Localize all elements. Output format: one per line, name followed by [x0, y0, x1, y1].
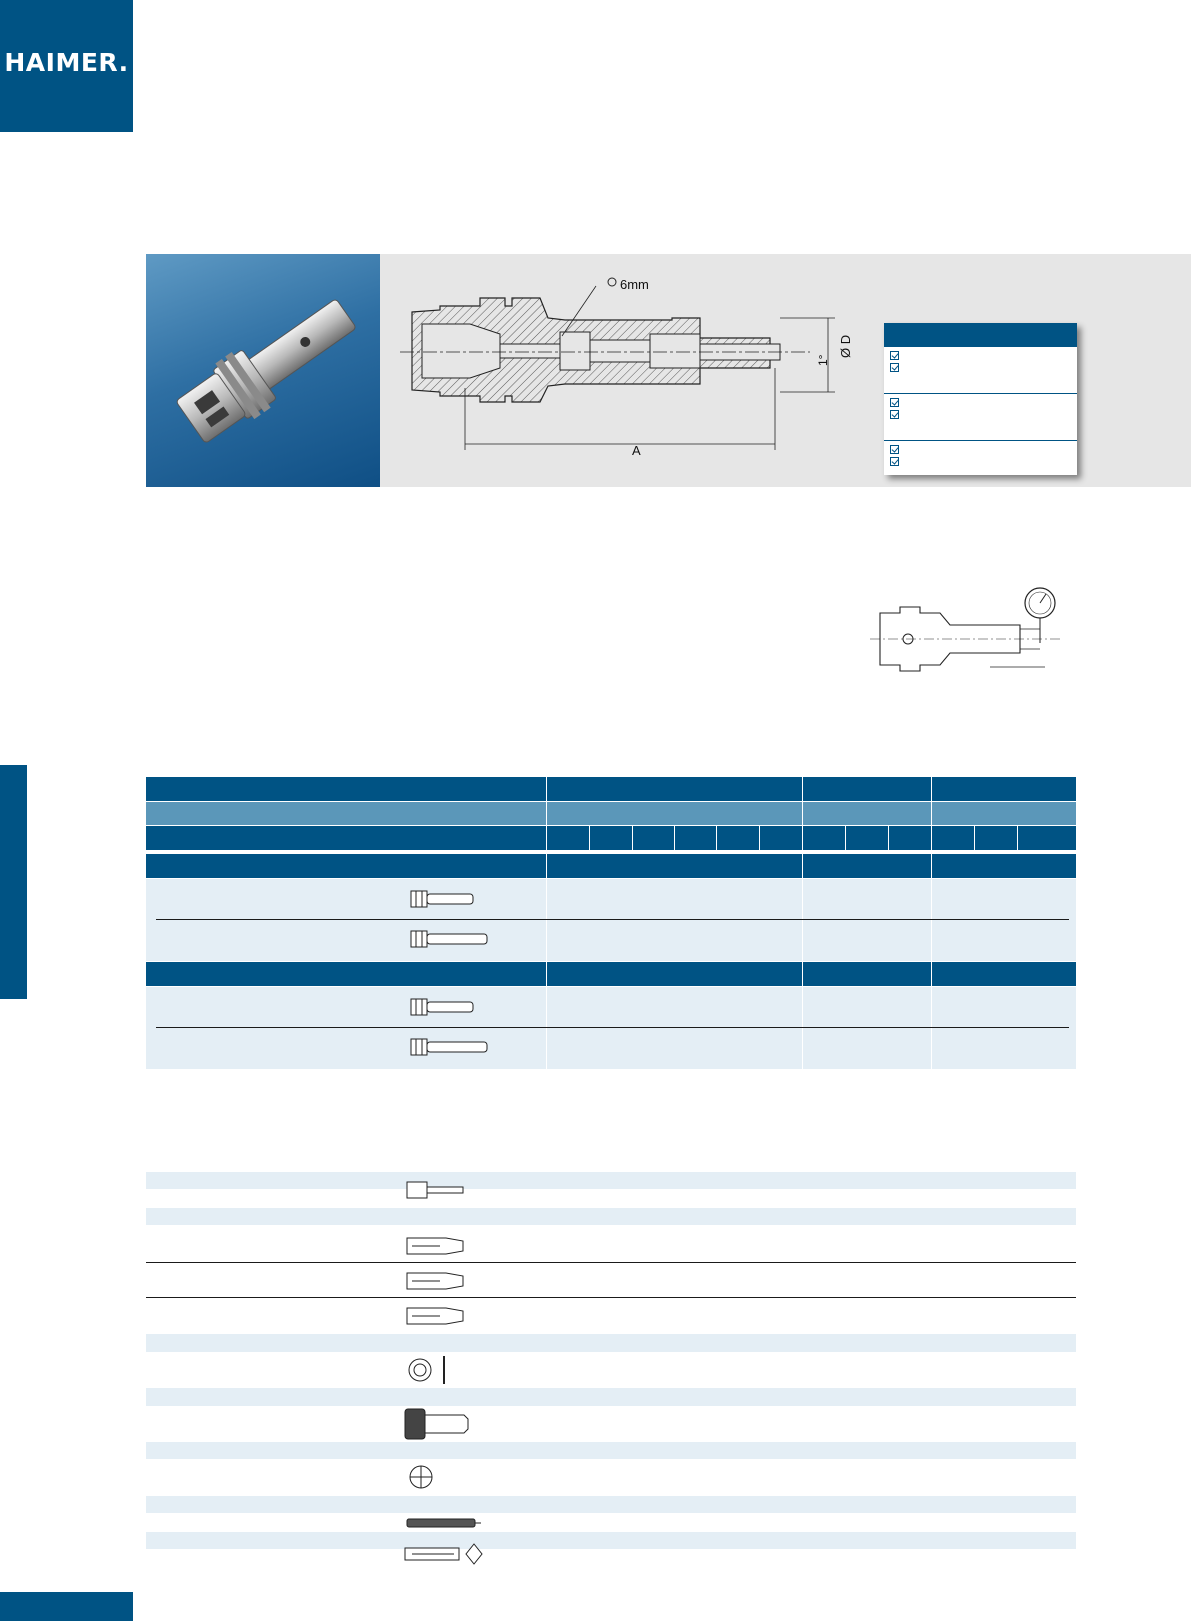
accessory-row — [146, 1172, 1076, 1189]
accessory-row — [146, 1334, 1076, 1352]
table-section-body-2 — [146, 987, 1076, 1069]
bottom-bar — [0, 1592, 133, 1621]
table-section-body-1 — [146, 879, 1076, 961]
diameter-label: Ø D — [838, 334, 853, 358]
collet-icon — [406, 1305, 466, 1332]
tool-holder-long-icon — [410, 1036, 490, 1063]
runout-gauge-drawing — [870, 585, 1070, 685]
sealing-disc-icon — [406, 1352, 456, 1393]
checkbox-checked-icon — [890, 457, 899, 466]
shaft-key-icon — [404, 1542, 490, 1571]
brand-logo: HAIMER. — [4, 48, 129, 77]
accessory-row — [146, 1208, 1076, 1225]
checkbox-checked-icon — [890, 445, 899, 454]
hex-size-label: 6mm — [620, 277, 649, 292]
feature-group-1 — [884, 347, 1077, 394]
side-tab — [0, 765, 27, 999]
table-section-header-1 — [146, 854, 1076, 878]
checkbox-checked-icon — [890, 351, 899, 360]
checkbox-checked-icon — [890, 398, 899, 407]
tool-holder-short-icon — [410, 996, 476, 1023]
collet-icon — [406, 1235, 466, 1262]
collet-icon — [406, 1270, 466, 1297]
accessory-row — [146, 1496, 1076, 1513]
table-header-row-1 — [146, 777, 1076, 801]
features-box — [884, 323, 1077, 475]
table-header-row-3 — [146, 826, 1076, 850]
angle-label: 1° — [816, 354, 830, 366]
product-photo — [146, 254, 380, 487]
tool-holder-long-icon — [410, 928, 490, 955]
checkbox-checked-icon — [890, 410, 899, 419]
features-header — [884, 323, 1077, 347]
tool-holder-short-icon — [410, 888, 476, 915]
checkbox-checked-icon — [890, 363, 899, 372]
accessory-row — [146, 1442, 1076, 1459]
disc-icon — [408, 1464, 434, 1495]
feature-group-2 — [884, 394, 1077, 441]
length-label: A — [632, 443, 641, 458]
nut-icon — [404, 1407, 470, 1446]
table-section-header-2 — [146, 962, 1076, 986]
table-header-row-2 — [146, 802, 1076, 825]
feature-group-3 — [884, 441, 1077, 475]
pin-icon — [406, 1180, 466, 1205]
accessory-row — [146, 1388, 1076, 1406]
accessory-row — [146, 1532, 1076, 1549]
